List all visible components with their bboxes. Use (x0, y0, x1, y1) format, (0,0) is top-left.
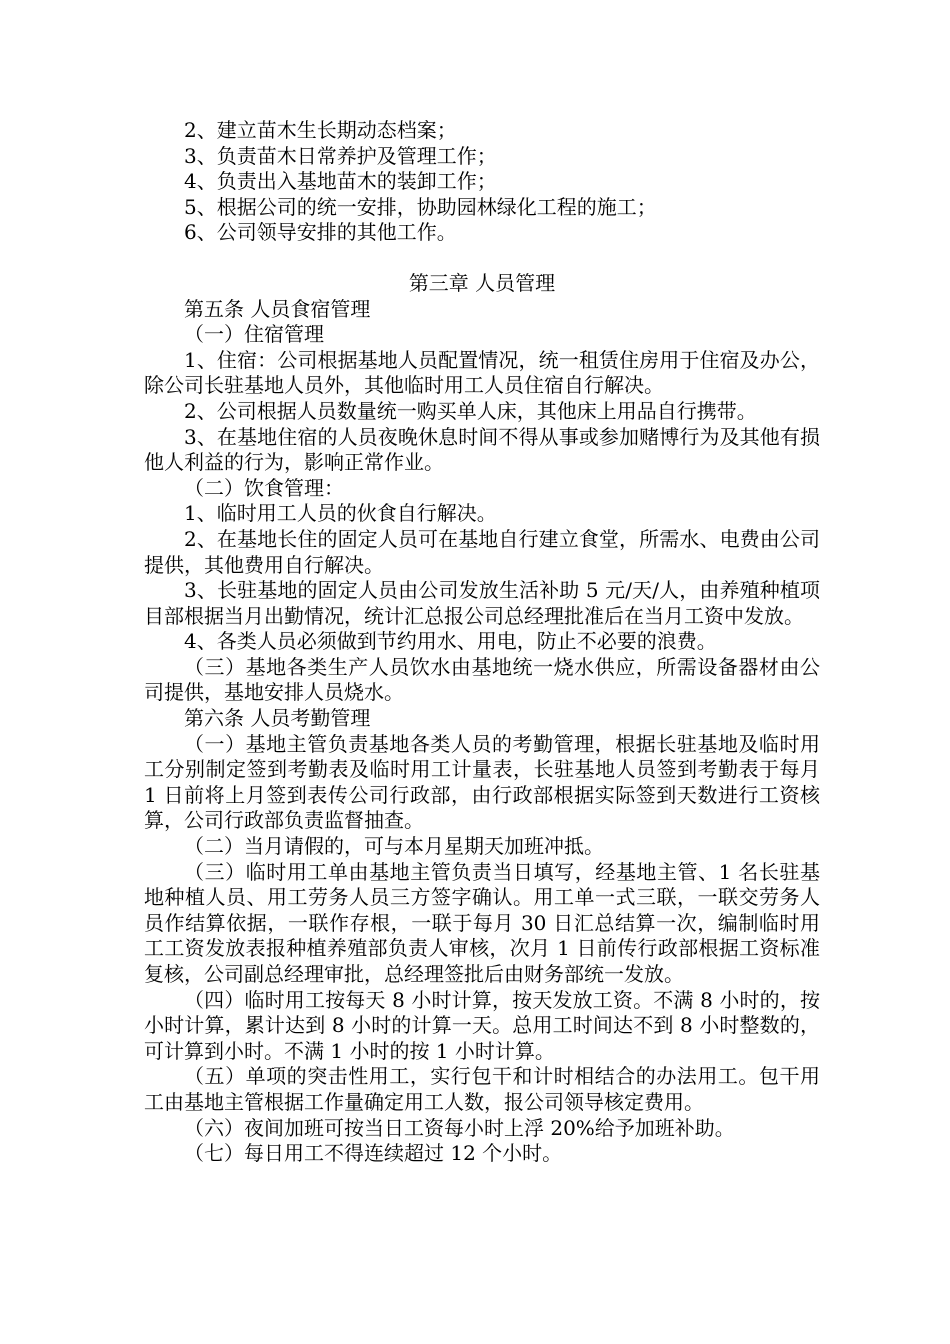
food-item: 1、临时用工人员的伙食自行解决。 (184, 501, 497, 526)
section-water-paragraph: （三）基地各类生产人员饮水由基地统一烧水供应，所需设备器材由公司提供，基地安排人员烧水。 (144, 654, 820, 705)
attendance-item: （一）基地主管负责基地各类人员的考勤管理，根据长驻基地及临时用工分别制定签到考勤表及临时用工计量表，长驻基地人员签到考勤表于每月 1 日前将上月签到表传公司行政部，由行政部根据实际签到天数进行工资核算，公司行政部负责监督抽查。 (144, 731, 820, 833)
attendance-item: （七）每日用工不得连续超过 12 个小时。 (184, 1141, 563, 1166)
document-page (144, 118, 820, 1167)
food-item: 2、在基地长住的固定人员可在基地自行建立食堂，所需水、电费由公司提供，其他费用自行解决。 (144, 526, 820, 577)
attendance-item: （二）当月请假的，可与本月星期天加班冲抵。 (184, 834, 604, 859)
chapter-title: 第三章 人员管理 (408, 270, 556, 295)
duty-item: 3、负责苗木日常养护及管理工作； (184, 143, 497, 168)
article-6-title: 第六条 人员考勤管理 (184, 706, 371, 731)
food-item: 3、长驻基地的固定人员由公司发放生活补助 5 元/天/人，由养殖种植项目部根据当月出勤情况，统计汇总报公司总经理批准后在当月工资中发放。 (144, 578, 820, 628)
accommodation-item: 3、在基地住宿的人员夜晚休息时间不得从事或参加赌博行为及其他有损他人利益的行为，影响正常作业。 (144, 424, 820, 475)
food-item: 4、各类人员必须做到节约用水、用电，防止不必要的浪费。 (184, 629, 717, 654)
attendance-item: （六）夜间加班可按当日工资每小时上浮 20%给予加班补助。 (184, 1115, 735, 1140)
duty-item: 4、负责出入基地苗木的装卸工作； (184, 169, 497, 194)
duty-item: 6、公司领导安排的其他工作。 (184, 220, 457, 245)
attendance-item: （四）临时用工按每天 8 小时计算，按天发放工资。不满 8 小时的，按小时计算，累计达到 8 小时的计算一天。总用工时间达不到 8 小时整数的，可计算到小时。不满 1 小时的按 1 小时计算。 (144, 987, 820, 1063)
duty-item: 5、根据公司的统一安排，协助园林绿化工程的施工； (184, 194, 657, 219)
duties-list (144, 118, 820, 246)
duty-item: 2、建立苗木生长期动态档案； (184, 118, 457, 142)
attendance-item: （三）临时用工单由基地主管负责当日填写，经基地主管、1 名长驻基地种植人员、用工劳务人员三方签字确认。用工单一式三联，一联交劳务人员作结算依据，一联作存根，一联于每月 30 日汇总结算一次，编制临时用工工资发放表报种植养殖部负责人审核，次月 1 日前传行政部根据工资标准复核，公司副总经理审批，总经理签批后由财务部统一发放。 (144, 859, 820, 986)
section-food-title: （二）饮食管理： (184, 475, 344, 500)
article-5-title: 第五条 人员食宿管理 (184, 296, 371, 321)
accommodation-item: 1、住宿：公司根据基地人员配置情况，统一租赁住房用于住宿及办公，除公司长驻基地人员外，其他临时用工人员住宿自行解决。 (144, 347, 820, 398)
accommodation-item: 2、公司根据人员数量统一购买单人床，其他床上用品自行携带。 (184, 398, 757, 423)
section-accommodation-title: （一）住宿管理 (184, 322, 324, 347)
attendance-item: （五）单项的突击性用工，实行包干和计时相结合的办法用工。包干用工由基地主管根据工作量确定用工人数，报公司领导核定费用。 (144, 1064, 820, 1114)
